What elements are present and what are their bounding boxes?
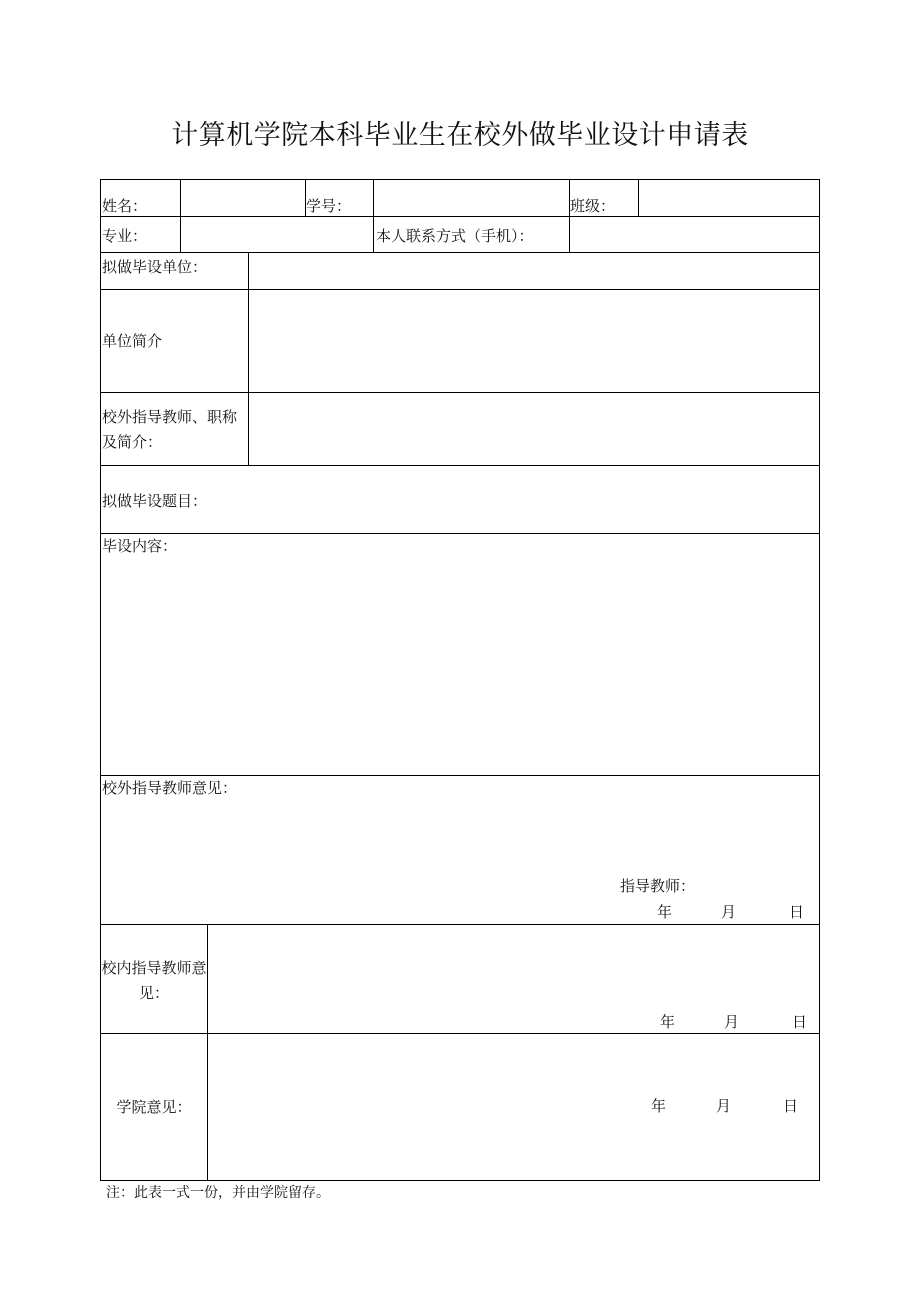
row-divider — [101, 775, 819, 776]
row-divider — [101, 252, 819, 253]
row-divider — [101, 216, 819, 217]
name-label: 姓名： — [102, 197, 148, 215]
external-opinion-label: 校外指导教师意见： — [102, 779, 238, 797]
topic-label: 拟做毕设题目： — [102, 492, 208, 510]
external-teacher-label: 校外指导教师、职称及简介： — [102, 408, 238, 451]
college-date-month: 月 — [716, 1097, 732, 1115]
college-date-year: 年 — [651, 1097, 667, 1115]
unit-label: 拟做毕设单位： — [102, 258, 208, 276]
row-divider — [101, 1033, 819, 1034]
major-label: 专业： — [102, 227, 148, 245]
column-divider — [638, 180, 639, 216]
page-title: 计算机学院本科毕业生在校外做毕业设计申请表 — [171, 120, 749, 151]
footnote: 注：此表一式一份，并由学院留存。 — [106, 1185, 330, 1201]
contact-label: 本人联系方式（手机）： — [376, 227, 534, 245]
application-form-table — [100, 179, 820, 1181]
external-date-day: 日 — [789, 903, 805, 921]
column-divider — [180, 180, 181, 252]
column-divider — [207, 924, 208, 1180]
row-divider — [101, 533, 819, 534]
unit-intro-label: 单位简介 — [102, 332, 163, 350]
college-opinion-label: 学院意见： — [116, 1098, 192, 1116]
row-divider — [101, 392, 819, 393]
column-divider — [248, 252, 249, 465]
internal-date-year: 年 — [660, 1013, 676, 1031]
student-id-label: 学号： — [306, 197, 352, 215]
row-divider — [101, 924, 819, 925]
internal-date-day: 日 — [792, 1013, 808, 1031]
content-label: 毕设内容： — [102, 537, 178, 555]
college-date-day: 日 — [783, 1097, 799, 1115]
column-divider — [373, 180, 374, 252]
row-divider — [101, 465, 819, 466]
external-date-year: 年 — [657, 903, 673, 921]
internal-date-month: 月 — [724, 1013, 740, 1031]
class-label: 班级： — [570, 197, 616, 215]
external-date-month: 月 — [721, 903, 737, 921]
internal-opinion-label: 校内指导教师意见： — [101, 959, 207, 1002]
row-divider — [101, 289, 819, 290]
external-sign-label: 指导教师： — [620, 877, 696, 895]
